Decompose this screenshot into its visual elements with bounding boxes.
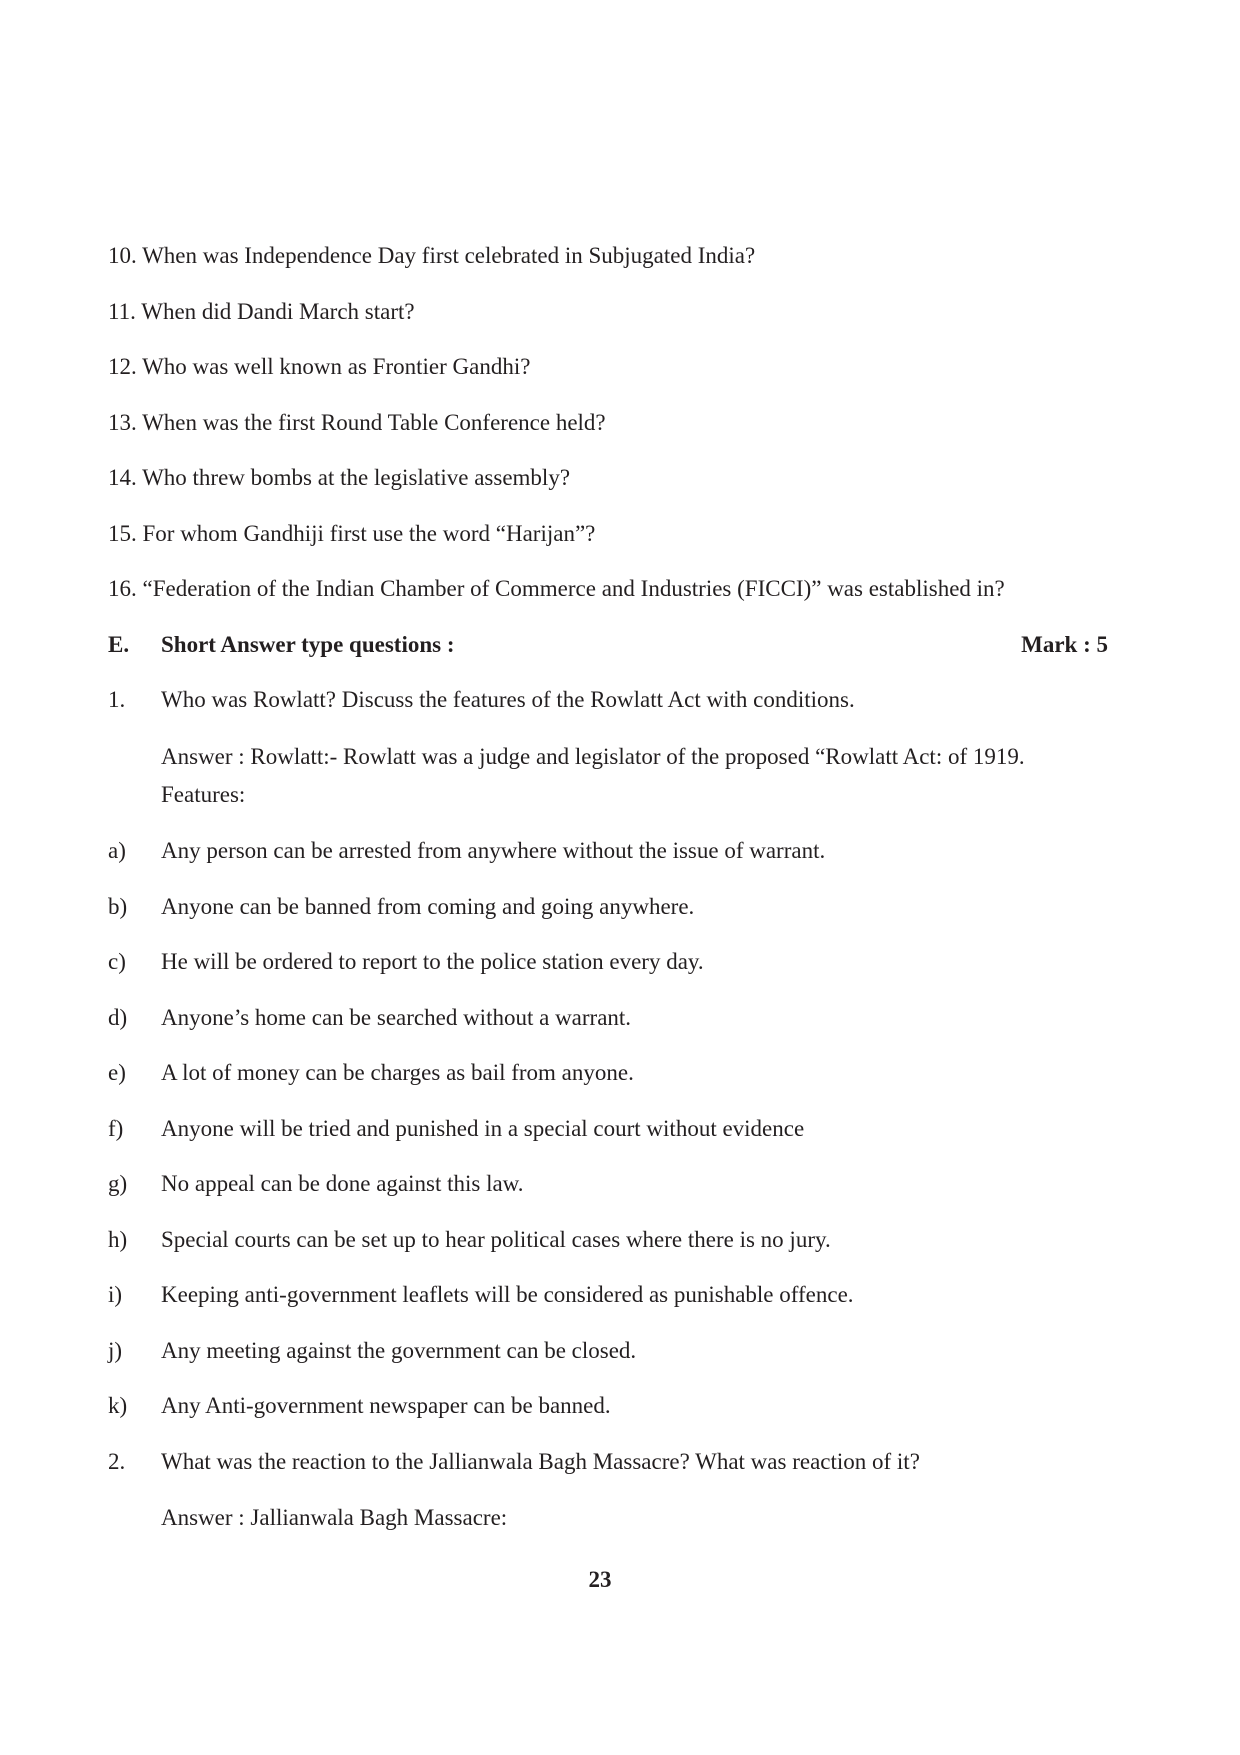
- feature-text: No appeal can be done against this law.: [161, 1171, 524, 1196]
- section-title: Short Answer type questions :: [161, 631, 455, 657]
- feature-label: k): [108, 1393, 128, 1418]
- question-text: Who was Rowlatt? Discuss the features of the Rowlatt Act with conditions.: [161, 687, 855, 712]
- feature-label: a): [108, 838, 126, 863]
- feature-label: d): [108, 1004, 128, 1030]
- section-label: E.: [108, 631, 130, 657]
- answer-1: [161, 738, 1108, 814]
- feature-text: Any meeting against the government can be closed.: [161, 1337, 637, 1363]
- question-11: 11. When did Dandi March start?: [108, 298, 415, 324]
- section-e-heading: [108, 627, 1108, 663]
- feature-item: [108, 1111, 1108, 1147]
- feature-item: [108, 1333, 1108, 1369]
- question-number: 1.: [108, 687, 126, 712]
- feature-label: b): [108, 893, 128, 919]
- feature-item: [108, 833, 1108, 869]
- question-12: 12. Who was well known as Frontier Gandhi?: [108, 354, 531, 379]
- feature-text: A lot of money can be charges as bail from anyone.: [161, 1060, 634, 1085]
- feature-item: [108, 1222, 1108, 1258]
- feature-item: [108, 1388, 1108, 1424]
- feature-label: g): [108, 1171, 128, 1196]
- page-number: 23: [588, 1567, 612, 1592]
- feature-text: Keeping anti-government leaflets will be considered as punishable offence.: [161, 1282, 854, 1307]
- feature-text: Anyone can be banned from coming and going anywhere.: [161, 893, 695, 919]
- section-marks: Mark : 5: [1021, 631, 1108, 657]
- feature-text: Anyone’s home can be searched without a warrant.: [161, 1004, 632, 1030]
- question-10: 10. When was Independence Day first celebrated in Subjugated India?: [108, 243, 756, 268]
- answer-2: [161, 1499, 1108, 1537]
- feature-text: Anyone will be tried and punished in a special court without evidence: [161, 1115, 805, 1141]
- feature-item: [108, 1000, 1108, 1036]
- short-question-1: [108, 682, 1108, 718]
- feature-text: Special courts can be set up to hear political cases where there is no jury.: [161, 1226, 831, 1252]
- feature-text: Any Anti-government newspaper can be banned.: [161, 1393, 611, 1418]
- page-content: [108, 238, 1108, 1557]
- question-16: 16. “Federation of the Indian Chamber of Commerce and Industries (FICCI)” was established in?: [108, 576, 1005, 601]
- feature-text: He will be ordered to report to the police station every day.: [161, 949, 704, 974]
- answer-1-line-2: Features:: [161, 781, 246, 807]
- answer-1-line-1: Answer : Rowlatt:- Rowlatt was a judge and legislator of the proposed “Rowlatt Act: of 1919.: [161, 743, 1025, 769]
- question-13: 13. When was the first Round Table Conference held?: [108, 409, 606, 435]
- question-14: 14. Who threw bombs at the legislative assembly?: [108, 465, 571, 490]
- feature-item: [108, 1055, 1108, 1091]
- feature-item: [108, 1277, 1108, 1313]
- short-question-2: [108, 1444, 1108, 1480]
- feature-label: e): [108, 1060, 126, 1085]
- feature-label: i): [108, 1282, 123, 1307]
- question-text: What was the reaction to the Jallianwala Bagh Massacre? What was reaction of it?: [161, 1448, 920, 1474]
- feature-item: [108, 1166, 1108, 1202]
- answer-2-line-1: Answer : Jallianwala Bagh Massacre:: [161, 1505, 508, 1530]
- feature-item: [108, 944, 1108, 980]
- feature-label: j): [108, 1337, 123, 1363]
- feature-text: Any person can be arrested from anywhere without the issue of warrant.: [161, 838, 826, 863]
- feature-label: f): [108, 1115, 124, 1141]
- feature-label: h): [108, 1226, 128, 1252]
- question-15: 15. For whom Gandhiji first use the word “Harijan”?: [108, 520, 596, 546]
- feature-label: c): [108, 949, 126, 974]
- question-number: 2.: [108, 1448, 126, 1474]
- feature-item: [108, 889, 1108, 925]
